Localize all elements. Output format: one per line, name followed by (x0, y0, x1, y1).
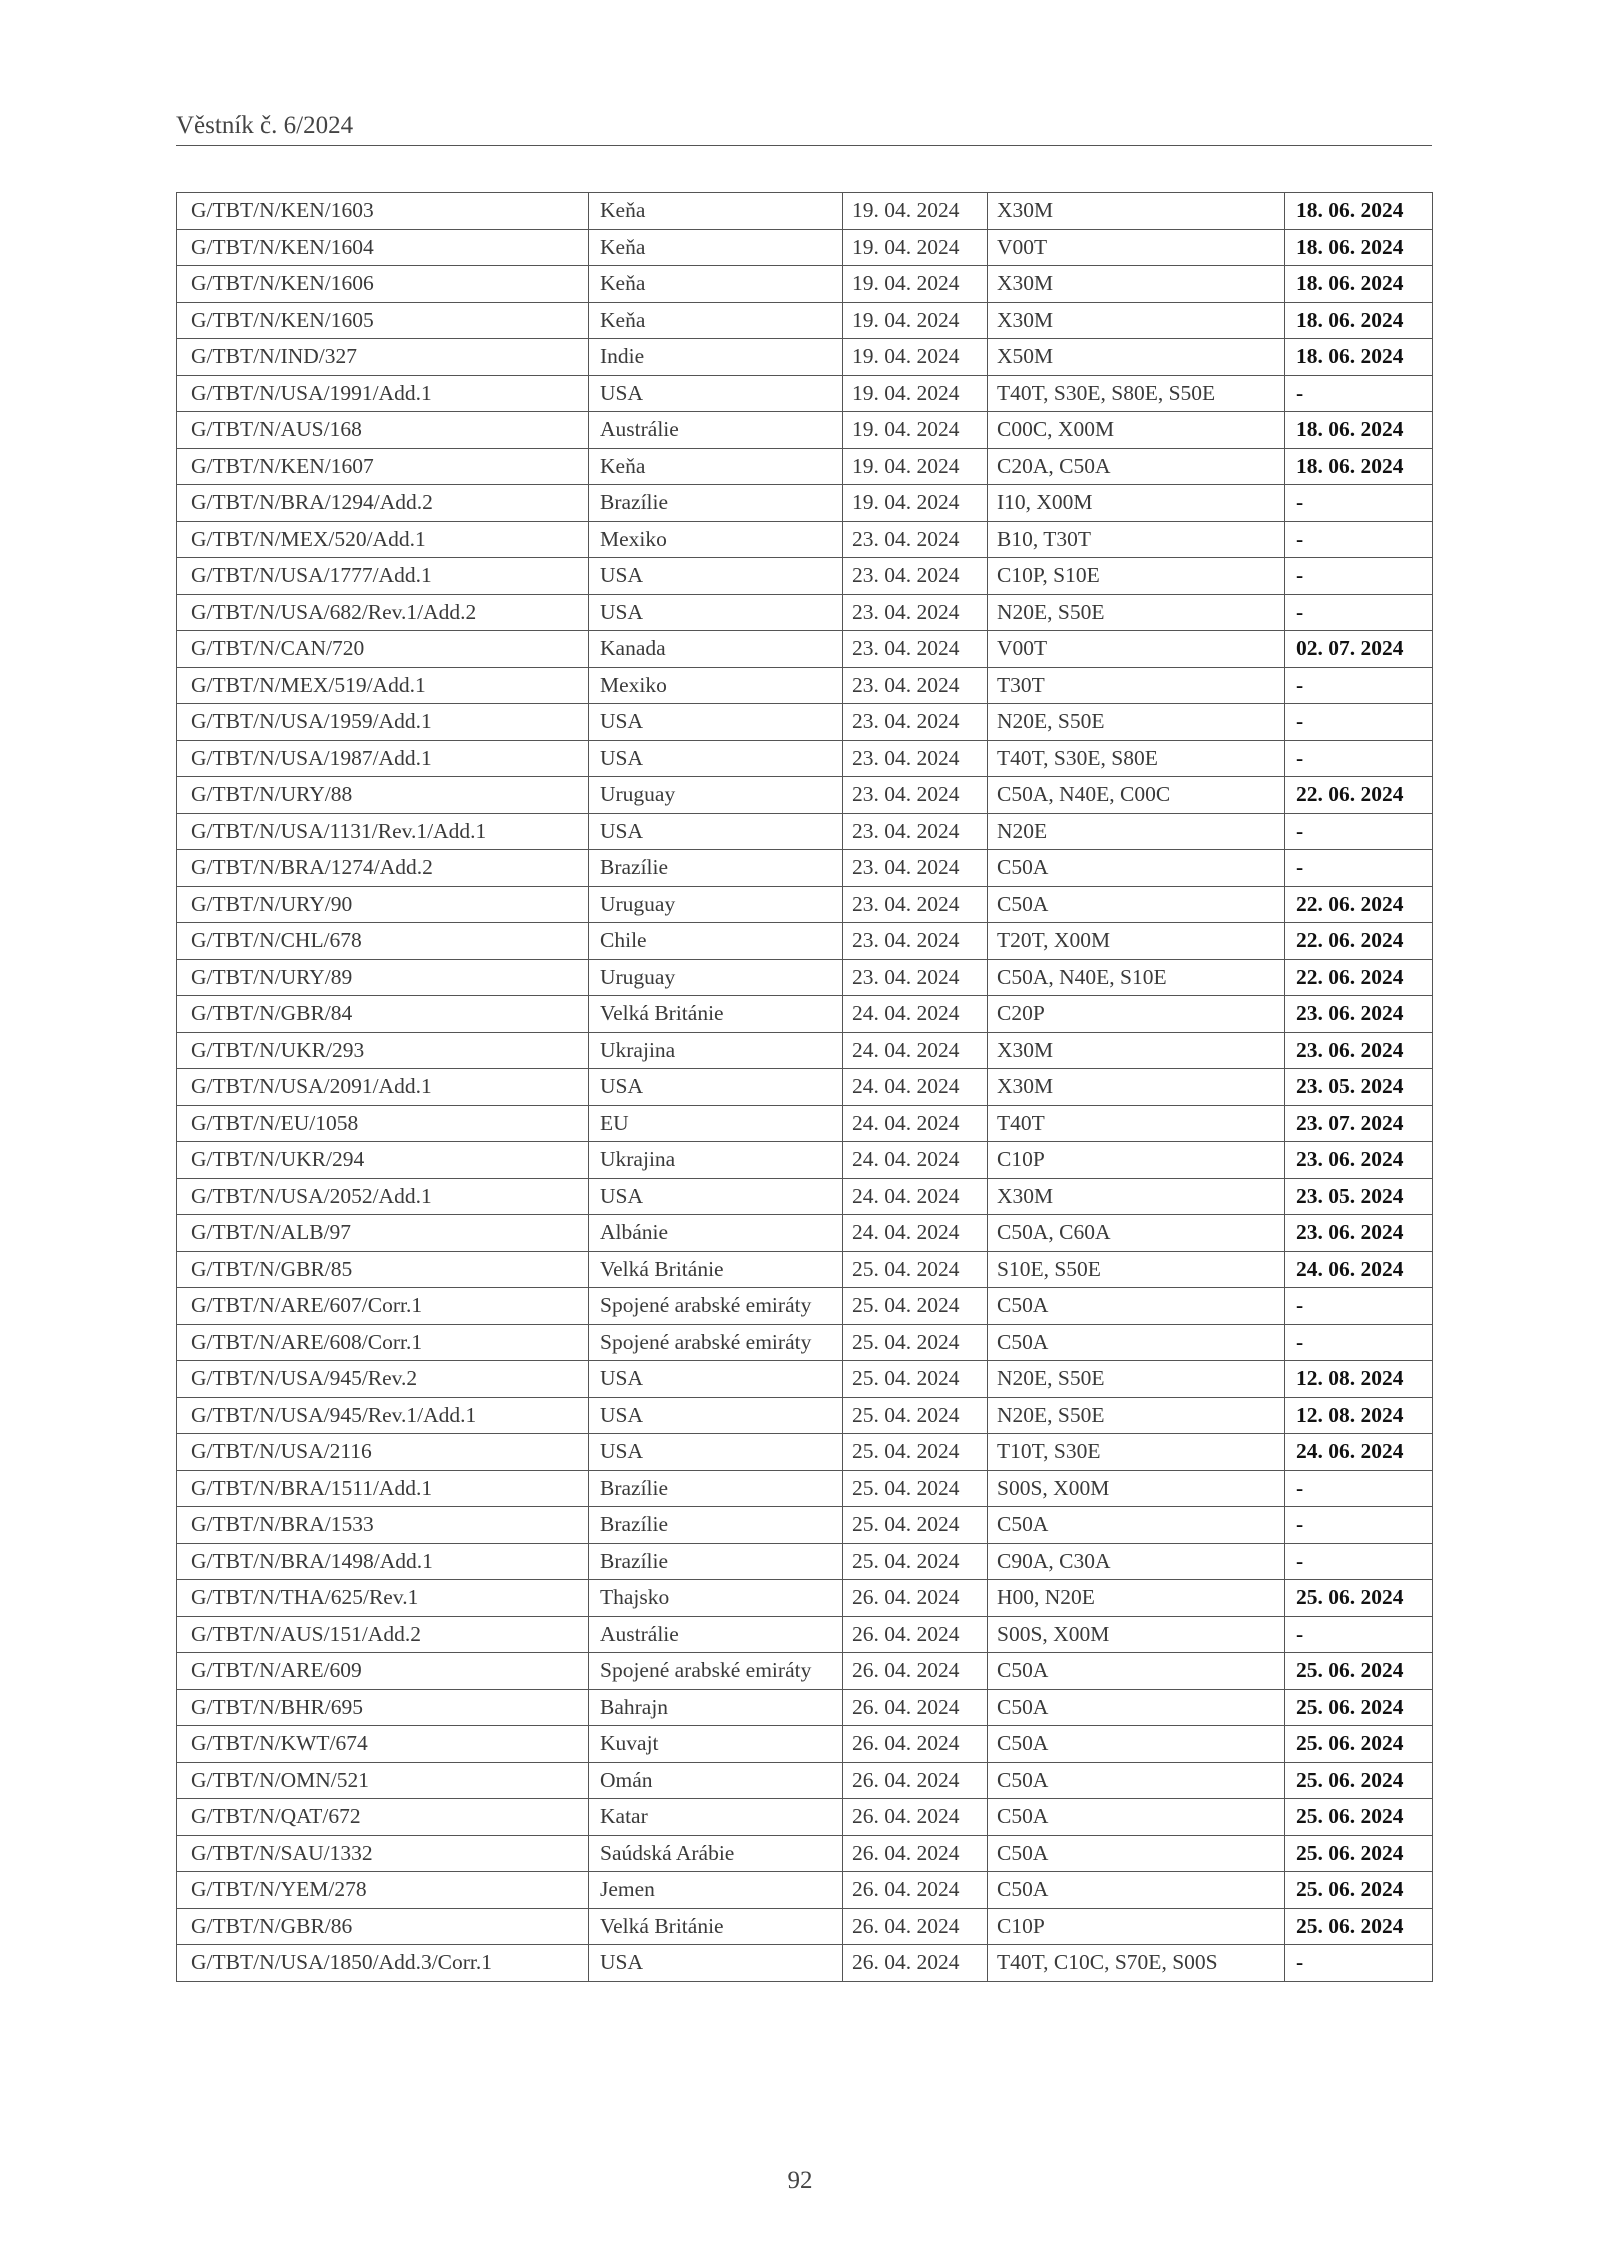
country-cell: USA (589, 740, 843, 777)
country-cell: Spojené arabské emiráty (589, 1288, 843, 1325)
comment-deadline-cell: - (1285, 740, 1433, 777)
comment-deadline-cell: 25. 06. 2024 (1285, 1908, 1433, 1945)
ics-codes-cell: T30T (988, 667, 1285, 704)
country-cell: USA (589, 558, 843, 595)
ics-codes-cell: C50A (988, 1726, 1285, 1763)
ics-codes-cell: C90A, C30A (988, 1543, 1285, 1580)
notification-date-cell: 23. 04. 2024 (843, 959, 988, 996)
country-cell: Kanada (589, 631, 843, 668)
table-row (177, 1835, 1433, 1872)
notification-date-cell: 24. 04. 2024 (843, 1069, 988, 1106)
notification-symbol-cell: G/TBT/N/BRA/1498/Add.1 (177, 1543, 589, 1580)
comment-deadline-cell: 23. 07. 2024 (1285, 1105, 1433, 1142)
notification-symbol-cell: G/TBT/N/URY/89 (177, 959, 589, 996)
country-cell: USA (589, 1945, 843, 1982)
country-cell: USA (589, 704, 843, 741)
notification-symbol-cell: G/TBT/N/AUS/168 (177, 412, 589, 449)
ics-codes-cell: T40T, S30E, S80E (988, 740, 1285, 777)
ics-codes-cell: X30M (988, 193, 1285, 230)
notification-symbol-cell: G/TBT/N/KEN/1607 (177, 448, 589, 485)
ics-codes-cell: B10, T30T (988, 521, 1285, 558)
table-row (177, 302, 1433, 339)
ics-codes-cell: N20E, S50E (988, 1397, 1285, 1434)
table-row (177, 448, 1433, 485)
table-row (177, 1215, 1433, 1252)
table-row (177, 1288, 1433, 1325)
ics-codes-cell: V00T (988, 631, 1285, 668)
table-row (177, 704, 1433, 741)
comment-deadline-cell: - (1285, 521, 1433, 558)
comment-deadline-cell: - (1285, 485, 1433, 522)
table-row (177, 667, 1433, 704)
notification-symbol-cell: G/TBT/N/AUS/151/Add.2 (177, 1616, 589, 1653)
country-cell: Brazílie (589, 850, 843, 887)
country-cell: Thajsko (589, 1580, 843, 1617)
comment-deadline-cell: - (1285, 1324, 1433, 1361)
notification-date-cell: 26. 04. 2024 (843, 1908, 988, 1945)
notification-date-cell: 26. 04. 2024 (843, 1835, 988, 1872)
table-row (177, 1762, 1433, 1799)
notification-date-cell: 26. 04. 2024 (843, 1616, 988, 1653)
ics-codes-cell: C50A (988, 1507, 1285, 1544)
country-cell: Uruguay (589, 777, 843, 814)
notification-date-cell: 23. 04. 2024 (843, 631, 988, 668)
notification-symbol-cell: G/TBT/N/OMN/521 (177, 1762, 589, 1799)
table-row (177, 1105, 1433, 1142)
notification-date-cell: 23. 04. 2024 (843, 850, 988, 887)
table-row (177, 1726, 1433, 1763)
comment-deadline-cell: - (1285, 1507, 1433, 1544)
comment-deadline-cell: - (1285, 1470, 1433, 1507)
notification-symbol-cell: G/TBT/N/USA/1131/Rev.1/Add.1 (177, 813, 589, 850)
table-row (177, 1945, 1433, 1982)
comment-deadline-cell: 25. 06. 2024 (1285, 1835, 1433, 1872)
notification-symbol-cell: G/TBT/N/GBR/86 (177, 1908, 589, 1945)
notification-symbol-cell: G/TBT/N/URY/90 (177, 886, 589, 923)
notification-date-cell: 23. 04. 2024 (843, 558, 988, 595)
notification-symbol-cell: G/TBT/N/USA/682/Rev.1/Add.2 (177, 594, 589, 631)
notification-date-cell: 25. 04. 2024 (843, 1434, 988, 1471)
table-row (177, 1324, 1433, 1361)
notification-symbol-cell: G/TBT/N/BRA/1294/Add.2 (177, 485, 589, 522)
country-cell: Keňa (589, 229, 843, 266)
notification-date-cell: 25. 04. 2024 (843, 1251, 988, 1288)
country-cell: Kuvajt (589, 1726, 843, 1763)
comment-deadline-cell: 23. 05. 2024 (1285, 1069, 1433, 1106)
country-cell: Chile (589, 923, 843, 960)
country-cell: Indie (589, 339, 843, 376)
country-cell: Brazílie (589, 1507, 843, 1544)
notification-symbol-cell: G/TBT/N/KWT/674 (177, 1726, 589, 1763)
notification-date-cell: 19. 04. 2024 (843, 485, 988, 522)
country-cell: USA (589, 813, 843, 850)
notification-symbol-cell: G/TBT/N/KEN/1606 (177, 266, 589, 303)
country-cell: EU (589, 1105, 843, 1142)
country-cell: Bahrajn (589, 1689, 843, 1726)
comment-deadline-cell: 25. 06. 2024 (1285, 1762, 1433, 1799)
table-row (177, 1872, 1433, 1909)
comment-deadline-cell: - (1285, 667, 1433, 704)
notification-date-cell: 26. 04. 2024 (843, 1726, 988, 1763)
comment-deadline-cell: 18. 06. 2024 (1285, 302, 1433, 339)
notification-symbol-cell: G/TBT/N/CAN/720 (177, 631, 589, 668)
notification-symbol-cell: G/TBT/N/KEN/1604 (177, 229, 589, 266)
comment-deadline-cell: 23. 06. 2024 (1285, 1215, 1433, 1252)
ics-codes-cell: X50M (988, 339, 1285, 376)
table-row (177, 886, 1433, 923)
country-cell: Keňa (589, 266, 843, 303)
comment-deadline-cell: - (1285, 813, 1433, 850)
notification-symbol-cell: G/TBT/N/BRA/1533 (177, 1507, 589, 1544)
comment-deadline-cell: 25. 06. 2024 (1285, 1653, 1433, 1690)
table-row (177, 1032, 1433, 1069)
ics-codes-cell: C10P (988, 1142, 1285, 1179)
notification-date-cell: 25. 04. 2024 (843, 1470, 988, 1507)
table-row (177, 558, 1433, 595)
table-row (177, 1653, 1433, 1690)
country-cell: Velká Británie (589, 1251, 843, 1288)
notification-date-cell: 26. 04. 2024 (843, 1653, 988, 1690)
notification-table (176, 192, 1433, 1982)
notification-symbol-cell: G/TBT/N/GBR/85 (177, 1251, 589, 1288)
notification-table-body (177, 193, 1433, 1982)
ics-codes-cell: X30M (988, 266, 1285, 303)
country-cell: Mexiko (589, 667, 843, 704)
notification-date-cell: 23. 04. 2024 (843, 704, 988, 741)
ics-codes-cell: H00, N20E (988, 1580, 1285, 1617)
notification-date-cell: 25. 04. 2024 (843, 1324, 988, 1361)
ics-codes-cell: T40T, S30E, S80E, S50E (988, 375, 1285, 412)
ics-codes-cell: C50A (988, 1799, 1285, 1836)
table-row (177, 923, 1433, 960)
table-row (177, 1543, 1433, 1580)
notification-date-cell: 23. 04. 2024 (843, 886, 988, 923)
notification-date-cell: 24. 04. 2024 (843, 1215, 988, 1252)
notification-date-cell: 26. 04. 2024 (843, 1872, 988, 1909)
notification-symbol-cell: G/TBT/N/USA/1987/Add.1 (177, 740, 589, 777)
country-cell: USA (589, 1397, 843, 1434)
comment-deadline-cell: 23. 06. 2024 (1285, 1032, 1433, 1069)
comment-deadline-cell: 25. 06. 2024 (1285, 1799, 1433, 1836)
table-row (177, 1580, 1433, 1617)
table-row (177, 193, 1433, 230)
ics-codes-cell: X30M (988, 1032, 1285, 1069)
notification-date-cell: 19. 04. 2024 (843, 229, 988, 266)
country-cell: USA (589, 594, 843, 631)
notification-date-cell: 19. 04. 2024 (843, 448, 988, 485)
ics-codes-cell: C50A (988, 1653, 1285, 1690)
ics-codes-cell: X30M (988, 302, 1285, 339)
comment-deadline-cell: 23. 06. 2024 (1285, 1142, 1433, 1179)
ics-codes-cell: C20P (988, 996, 1285, 1033)
notification-date-cell: 26. 04. 2024 (843, 1580, 988, 1617)
notification-symbol-cell: G/TBT/N/ARE/607/Corr.1 (177, 1288, 589, 1325)
table-row (177, 1069, 1433, 1106)
header-divider (176, 145, 1432, 146)
country-cell: USA (589, 375, 843, 412)
ics-codes-cell: T40T, C10C, S70E, S00S (988, 1945, 1285, 1982)
comment-deadline-cell: 24. 06. 2024 (1285, 1434, 1433, 1471)
notification-date-cell: 25. 04. 2024 (843, 1507, 988, 1544)
country-cell: Velká Británie (589, 1908, 843, 1945)
notification-symbol-cell: G/TBT/N/KEN/1603 (177, 193, 589, 230)
table-row (177, 485, 1433, 522)
ics-codes-cell: N20E, S50E (988, 1361, 1285, 1398)
ics-codes-cell: S00S, X00M (988, 1616, 1285, 1653)
country-cell: Spojené arabské emiráty (589, 1653, 843, 1690)
table-row (177, 813, 1433, 850)
ics-codes-cell: C50A (988, 1835, 1285, 1872)
notification-symbol-cell: G/TBT/N/CHL/678 (177, 923, 589, 960)
ics-codes-cell: T40T (988, 1105, 1285, 1142)
country-cell: Austrálie (589, 1616, 843, 1653)
notification-symbol-cell: G/TBT/N/USA/945/Rev.1/Add.1 (177, 1397, 589, 1434)
page-number: 92 (787, 2167, 813, 2194)
table-row (177, 1178, 1433, 1215)
notification-date-cell: 26. 04. 2024 (843, 1689, 988, 1726)
country-cell: USA (589, 1069, 843, 1106)
notification-date-cell: 25. 04. 2024 (843, 1543, 988, 1580)
notification-symbol-cell: G/TBT/N/KEN/1605 (177, 302, 589, 339)
page-header-title: Věstník č. 6/2024 (176, 112, 354, 139)
notification-symbol-cell: G/TBT/N/USA/1777/Add.1 (177, 558, 589, 595)
country-cell: Velká Británie (589, 996, 843, 1033)
country-cell: Keňa (589, 302, 843, 339)
ics-codes-cell: T20T, X00M (988, 923, 1285, 960)
ics-codes-cell: S00S, X00M (988, 1470, 1285, 1507)
comment-deadline-cell: - (1285, 1945, 1433, 1982)
notification-date-cell: 25. 04. 2024 (843, 1288, 988, 1325)
ics-codes-cell: C50A, N40E, S10E (988, 959, 1285, 996)
country-cell: Brazílie (589, 1470, 843, 1507)
comment-deadline-cell: - (1285, 704, 1433, 741)
country-cell: Omán (589, 1762, 843, 1799)
notification-symbol-cell: G/TBT/N/QAT/672 (177, 1799, 589, 1836)
ics-codes-cell: S10E, S50E (988, 1251, 1285, 1288)
notification-date-cell: 23. 04. 2024 (843, 923, 988, 960)
notification-date-cell: 24. 04. 2024 (843, 1178, 988, 1215)
table-row (177, 777, 1433, 814)
notification-date-cell: 23. 04. 2024 (843, 813, 988, 850)
country-cell: Uruguay (589, 886, 843, 923)
ics-codes-cell: I10, X00M (988, 485, 1285, 522)
comment-deadline-cell: 18. 06. 2024 (1285, 339, 1433, 376)
comment-deadline-cell: 22. 06. 2024 (1285, 959, 1433, 996)
table-row (177, 412, 1433, 449)
comment-deadline-cell: 02. 07. 2024 (1285, 631, 1433, 668)
country-cell: Albánie (589, 1215, 843, 1252)
comment-deadline-cell: - (1285, 1543, 1433, 1580)
comment-deadline-cell: 18. 06. 2024 (1285, 448, 1433, 485)
ics-codes-cell: C50A (988, 1872, 1285, 1909)
ics-codes-cell: V00T (988, 229, 1285, 266)
table-row (177, 1470, 1433, 1507)
notification-symbol-cell: G/TBT/N/GBR/84 (177, 996, 589, 1033)
comment-deadline-cell: - (1285, 850, 1433, 887)
notification-symbol-cell: G/TBT/N/YEM/278 (177, 1872, 589, 1909)
table-row (177, 1908, 1433, 1945)
notification-date-cell: 24. 04. 2024 (843, 1105, 988, 1142)
notification-date-cell: 19. 04. 2024 (843, 193, 988, 230)
notification-date-cell: 26. 04. 2024 (843, 1762, 988, 1799)
notification-symbol-cell: G/TBT/N/ARE/609 (177, 1653, 589, 1690)
table-row (177, 996, 1433, 1033)
country-cell: Mexiko (589, 521, 843, 558)
comment-deadline-cell: 23. 06. 2024 (1285, 996, 1433, 1033)
ics-codes-cell: X30M (988, 1178, 1285, 1215)
notification-symbol-cell: G/TBT/N/BHR/695 (177, 1689, 589, 1726)
table-row (177, 1251, 1433, 1288)
comment-deadline-cell: 25. 06. 2024 (1285, 1872, 1433, 1909)
table-row (177, 1689, 1433, 1726)
comment-deadline-cell: 22. 06. 2024 (1285, 777, 1433, 814)
ics-codes-cell: C10P (988, 1908, 1285, 1945)
notification-date-cell: 19. 04. 2024 (843, 266, 988, 303)
notification-date-cell: 23. 04. 2024 (843, 777, 988, 814)
notification-symbol-cell: G/TBT/N/ALB/97 (177, 1215, 589, 1252)
notification-symbol-cell: G/TBT/N/UKR/294 (177, 1142, 589, 1179)
notification-date-cell: 26. 04. 2024 (843, 1945, 988, 1982)
notification-symbol-cell: G/TBT/N/USA/945/Rev.2 (177, 1361, 589, 1398)
table-row (177, 1616, 1433, 1653)
table-row (177, 229, 1433, 266)
notification-symbol-cell: G/TBT/N/USA/2116 (177, 1434, 589, 1471)
table-row (177, 740, 1433, 777)
table-row (177, 631, 1433, 668)
country-cell: Brazílie (589, 485, 843, 522)
ics-codes-cell: T10T, S30E (988, 1434, 1285, 1471)
notification-date-cell: 23. 04. 2024 (843, 521, 988, 558)
notification-symbol-cell: G/TBT/N/EU/1058 (177, 1105, 589, 1142)
comment-deadline-cell: - (1285, 375, 1433, 412)
country-cell: Keňa (589, 448, 843, 485)
notification-symbol-cell: G/TBT/N/UKR/293 (177, 1032, 589, 1069)
notification-date-cell: 24. 04. 2024 (843, 1142, 988, 1179)
notification-symbol-cell: G/TBT/N/SAU/1332 (177, 1835, 589, 1872)
notification-symbol-cell: G/TBT/N/ARE/608/Corr.1 (177, 1324, 589, 1361)
notification-symbol-cell: G/TBT/N/MEX/519/Add.1 (177, 667, 589, 704)
comment-deadline-cell: 25. 06. 2024 (1285, 1689, 1433, 1726)
comment-deadline-cell: 12. 08. 2024 (1285, 1397, 1433, 1434)
ics-codes-cell: C50A (988, 886, 1285, 923)
ics-codes-cell: C10P, S10E (988, 558, 1285, 595)
notification-date-cell: 23. 04. 2024 (843, 667, 988, 704)
notification-date-cell: 23. 04. 2024 (843, 740, 988, 777)
notification-date-cell: 19. 04. 2024 (843, 302, 988, 339)
notification-symbol-cell: G/TBT/N/USA/2091/Add.1 (177, 1069, 589, 1106)
ics-codes-cell: N20E (988, 813, 1285, 850)
comment-deadline-cell: 24. 06. 2024 (1285, 1251, 1433, 1288)
comment-deadline-cell: 18. 06. 2024 (1285, 193, 1433, 230)
table-row (177, 1142, 1433, 1179)
ics-codes-cell: C20A, C50A (988, 448, 1285, 485)
country-cell: Keňa (589, 193, 843, 230)
table-row (177, 339, 1433, 376)
table-row (177, 266, 1433, 303)
notification-date-cell: 23. 04. 2024 (843, 594, 988, 631)
table-row (177, 959, 1433, 996)
ics-codes-cell: C50A (988, 1762, 1285, 1799)
ics-codes-cell: C50A (988, 1689, 1285, 1726)
notification-symbol-cell: G/TBT/N/THA/625/Rev.1 (177, 1580, 589, 1617)
ics-codes-cell: N20E, S50E (988, 594, 1285, 631)
notification-symbol-cell: G/TBT/N/URY/88 (177, 777, 589, 814)
comment-deadline-cell: 22. 06. 2024 (1285, 923, 1433, 960)
country-cell: USA (589, 1434, 843, 1471)
ics-codes-cell: X30M (988, 1069, 1285, 1106)
table-row (177, 1507, 1433, 1544)
comment-deadline-cell: 12. 08. 2024 (1285, 1361, 1433, 1398)
country-cell: USA (589, 1361, 843, 1398)
notification-date-cell: 24. 04. 2024 (843, 1032, 988, 1069)
ics-codes-cell: N20E, S50E (988, 704, 1285, 741)
country-cell: Spojené arabské emiráty (589, 1324, 843, 1361)
notification-date-cell: 24. 04. 2024 (843, 996, 988, 1033)
table-row (177, 521, 1433, 558)
comment-deadline-cell: - (1285, 594, 1433, 631)
notification-symbol-cell: G/TBT/N/BRA/1511/Add.1 (177, 1470, 589, 1507)
comment-deadline-cell: 22. 06. 2024 (1285, 886, 1433, 923)
comment-deadline-cell: 18. 06. 2024 (1285, 266, 1433, 303)
ics-codes-cell: C50A, N40E, C00C (988, 777, 1285, 814)
notification-date-cell: 19. 04. 2024 (843, 412, 988, 449)
notification-date-cell: 25. 04. 2024 (843, 1397, 988, 1434)
table-row (177, 594, 1433, 631)
table-row (177, 1799, 1433, 1836)
table-row (177, 1397, 1433, 1434)
table-row (177, 375, 1433, 412)
comment-deadline-cell: 25. 06. 2024 (1285, 1726, 1433, 1763)
country-cell: Ukrajina (589, 1142, 843, 1179)
ics-codes-cell: C50A (988, 1324, 1285, 1361)
country-cell: Saúdská Arábie (589, 1835, 843, 1872)
notification-symbol-cell: G/TBT/N/MEX/520/Add.1 (177, 521, 589, 558)
notification-date-cell: 26. 04. 2024 (843, 1799, 988, 1836)
notification-date-cell: 25. 04. 2024 (843, 1361, 988, 1398)
table-row (177, 1434, 1433, 1471)
notification-symbol-cell: G/TBT/N/BRA/1274/Add.2 (177, 850, 589, 887)
country-cell: Ukrajina (589, 1032, 843, 1069)
ics-codes-cell: C50A, C60A (988, 1215, 1285, 1252)
ics-codes-cell: C50A (988, 1288, 1285, 1325)
notification-symbol-cell: G/TBT/N/USA/1959/Add.1 (177, 704, 589, 741)
country-cell: Jemen (589, 1872, 843, 1909)
notification-symbol-cell: G/TBT/N/USA/2052/Add.1 (177, 1178, 589, 1215)
country-cell: Katar (589, 1799, 843, 1836)
country-cell: USA (589, 1178, 843, 1215)
comment-deadline-cell: 18. 06. 2024 (1285, 229, 1433, 266)
notification-symbol-cell: G/TBT/N/USA/1850/Add.3/Corr.1 (177, 1945, 589, 1982)
country-cell: Brazílie (589, 1543, 843, 1580)
table-row (177, 1361, 1433, 1398)
comment-deadline-cell: 18. 06. 2024 (1285, 412, 1433, 449)
table-row (177, 850, 1433, 887)
comment-deadline-cell: - (1285, 558, 1433, 595)
comment-deadline-cell: 23. 05. 2024 (1285, 1178, 1433, 1215)
notification-symbol-cell: G/TBT/N/IND/327 (177, 339, 589, 376)
comment-deadline-cell: - (1285, 1288, 1433, 1325)
country-cell: Uruguay (589, 959, 843, 996)
comment-deadline-cell: 25. 06. 2024 (1285, 1580, 1433, 1617)
notification-symbol-cell: G/TBT/N/USA/1991/Add.1 (177, 375, 589, 412)
comment-deadline-cell: - (1285, 1616, 1433, 1653)
ics-codes-cell: C50A (988, 850, 1285, 887)
notification-date-cell: 19. 04. 2024 (843, 375, 988, 412)
ics-codes-cell: C00C, X00M (988, 412, 1285, 449)
country-cell: Austrálie (589, 412, 843, 449)
notification-date-cell: 19. 04. 2024 (843, 339, 988, 376)
